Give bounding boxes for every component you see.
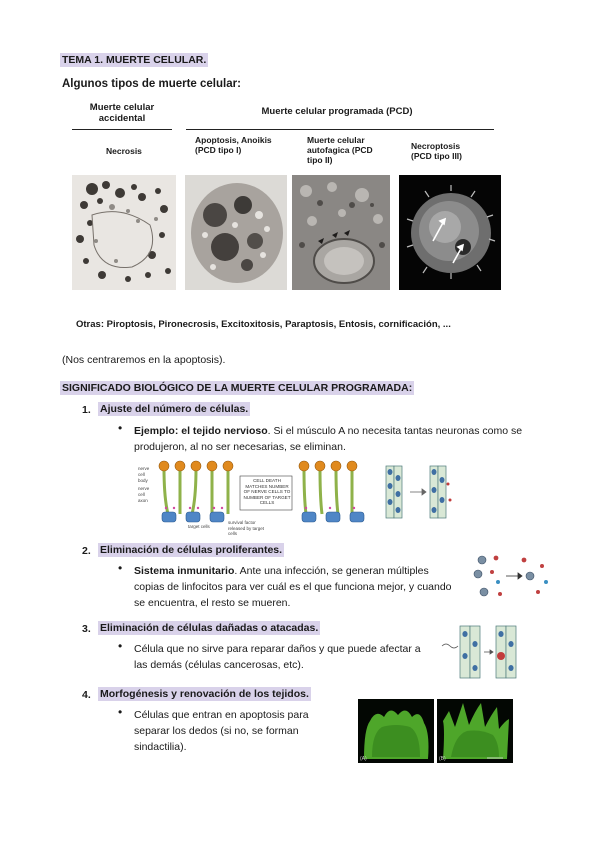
item-2-number: 2. xyxy=(82,545,91,557)
bullet-dot: • xyxy=(118,561,123,575)
figure-col-programada: Muerte celular programada (PCD) xyxy=(261,106,413,117)
diagram-box-text: CELL DEATH MATCHES NUMBER OF NERVE CELLS TO NUMBER OF TARGET CELLS xyxy=(243,478,291,505)
photo-limb-a xyxy=(358,699,434,763)
micrograph-apoptosis xyxy=(185,175,287,290)
item-1-bullet xyxy=(134,423,554,455)
figure-rule-right xyxy=(186,129,494,130)
photo-limb-b xyxy=(437,699,513,763)
note-apoptosis: (Nos centraremos en la apoptosis). xyxy=(62,354,226,366)
item-3-heading: Eliminación de células dañadas o atacadas. xyxy=(100,622,319,634)
item-2-bullet-bold: Sistema inmunitario xyxy=(134,565,235,577)
item-2-bullet-text: . Ante una infección, se generan múltiples copias de linfocitos para ver cuál es el que funciona mejor, y cuando se encuentra, el resto se mueren. xyxy=(134,565,452,609)
bullet-dot: • xyxy=(118,639,123,653)
section-heading: SIGNIFICADO BIOLÓGICO DE LA MUERTE CELULAR PROGRAMADA: xyxy=(62,382,413,394)
diagram-label-target: target cells xyxy=(188,524,210,529)
diagram-lymphocytes xyxy=(472,552,554,602)
micrograph-necroptosis xyxy=(399,175,501,290)
photo-label-a: (A) xyxy=(360,756,367,762)
figure-rule-left xyxy=(72,129,172,130)
item-1-number: 1. xyxy=(82,404,91,416)
diagram-tissue-columns xyxy=(384,464,460,520)
item-4-number: 4. xyxy=(82,689,91,701)
item-1-bullet-text: . Si el músculo A no necesita tantas neuronas como se produjeron, al no ser necesarias, se eliminan. xyxy=(134,425,523,453)
bullet-dot: • xyxy=(118,421,123,435)
diagram-label-survival: survival factor released by target cells xyxy=(228,520,265,536)
micrograph-autofagica xyxy=(292,175,390,290)
figure-otras: Otras: Piroptosis, Pironecrosis, Excitoxitosis, Paraptosis, Entosis, cornificación, ... xyxy=(76,319,451,330)
item-4-heading: Morfogénesis y renovación de los tejidos. xyxy=(100,688,309,700)
item-3-bullet: Célula que no sirve para reparar daños y que puede afectar a las demás (células cancerosas, etc). xyxy=(134,643,421,671)
figure-subtitle: Algunos tipos de muerte celular: xyxy=(62,78,241,90)
figure-sub-necrosis: Necrosis xyxy=(106,146,142,156)
item-3-number: 3. xyxy=(82,623,91,635)
page-title: TEMA 1. MUERTE CELULAR. xyxy=(62,54,207,66)
figure-col-accidental: Muerte celular accidental xyxy=(89,102,155,124)
diagram-damaged-cells xyxy=(440,622,522,682)
item-1-bullet-bold: Ejemplo: el tejido nervioso xyxy=(134,425,268,437)
item-1-heading: Ajuste del número de células. xyxy=(100,403,249,415)
bullet-dot: • xyxy=(118,705,123,719)
micrograph-necrosis xyxy=(72,175,176,290)
item-2-heading: Eliminación de células proliferantes. xyxy=(100,544,283,556)
figure-sub-autofagica: Muerte celular autofagica (PCD tipo II) xyxy=(307,135,373,165)
figure-sub-necroptosis: Necroptosis (PCD tipo III) xyxy=(411,141,462,161)
diagram-label-cell-body: nerve cell body xyxy=(138,466,150,483)
diagram-label-axon: nerve cell axon xyxy=(138,486,150,503)
item-2-bullet xyxy=(134,563,454,611)
photo-label-b: (B) xyxy=(439,756,446,762)
item-4-bullet: Células que entran en apoptosis para separar los dedos (si no, se forman sindactilia). xyxy=(134,709,309,753)
figure-sub-apoptosis: Apoptosis, Anoikis (PCD tipo I) xyxy=(195,135,272,155)
